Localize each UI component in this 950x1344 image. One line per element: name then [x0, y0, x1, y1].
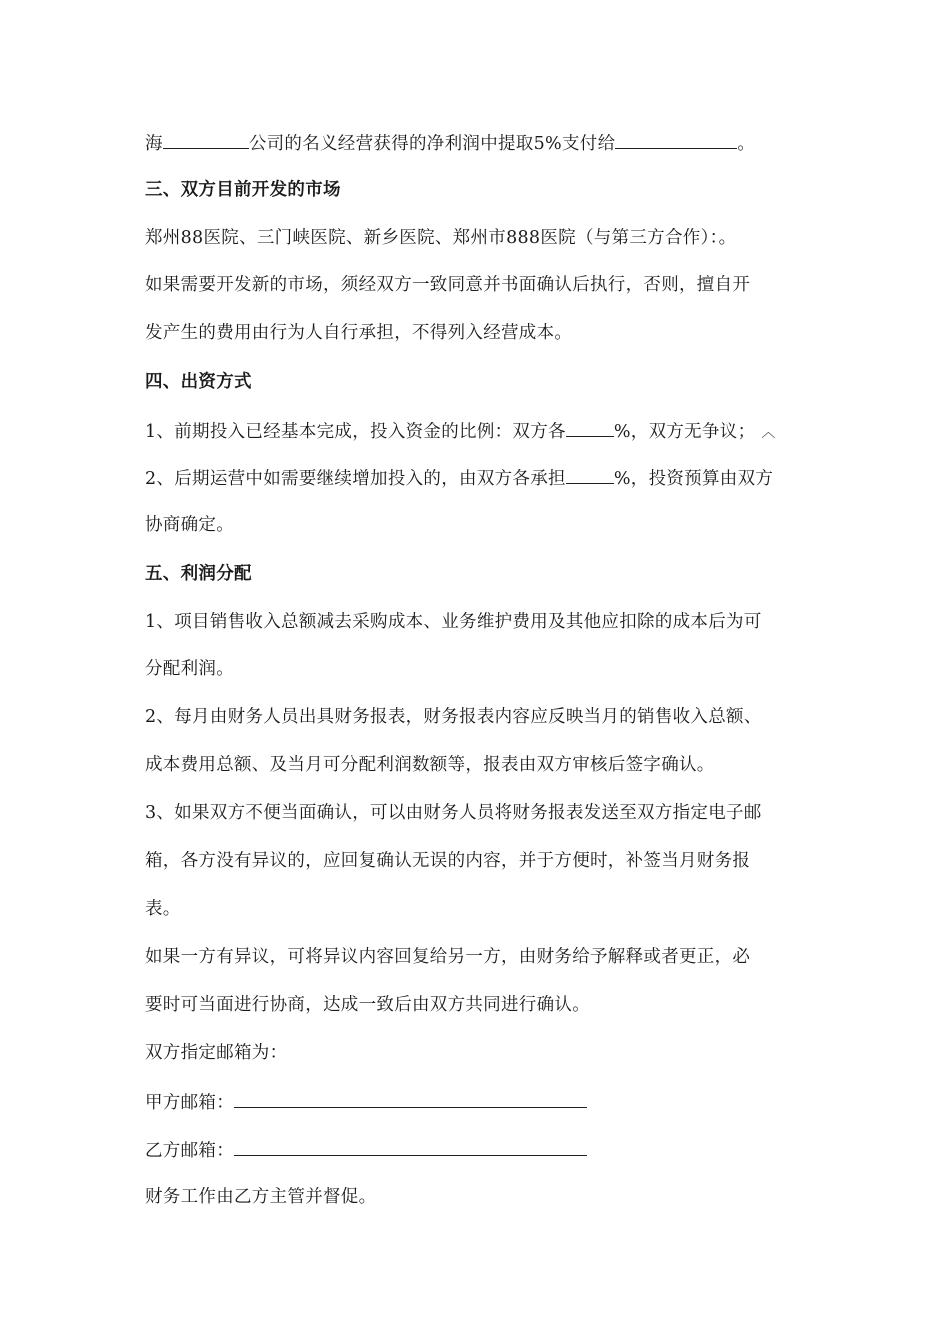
paragraph-additional-investment-line1 [145, 465, 773, 491]
paragraph-email-confirm-line1: 3、如果双方不便当面确认，可以由财务人员将财务报表发送至双方指定电子邮 [145, 803, 762, 823]
paragraph-new-markets-line1: 如果需要开发新的市场，须经双方一致同意并书面确认后执行，否则，擅自开 [145, 275, 751, 295]
party-b-email-row [145, 1137, 587, 1163]
paragraph-designated-email: 双方指定邮箱为： [145, 1043, 288, 1063]
text-fragment: 2、后期运营中如需要继续增加投入的，由双方各承担 [145, 469, 566, 489]
paragraph-objection-line1: 如果一方有异议，可将异议内容回复给另一方，由财务给予解释或者更正，必 [145, 947, 751, 967]
text-fragment: %，双方无争议； [613, 422, 756, 442]
blank-recipient-name [615, 130, 737, 149]
paragraph-profit-share-line [145, 130, 755, 156]
text-fragment: 公司的名义经营获得的净利润中提取5%支付给 [248, 134, 616, 154]
section-heading-markets: 三、双方目前开发的市场 [145, 180, 341, 200]
paragraph-monthly-report-line2: 成本费用总额、及当月可分配利润数额等，报表由双方审核后签字确认。 [145, 755, 715, 775]
text-fragment: 。 [737, 134, 756, 154]
paragraph-monthly-report-line1: 2、每月由财务人员出具财务报表，财务报表内容应反映当月的销售收入总额、 [145, 707, 762, 727]
text-fragment: 海 [145, 134, 163, 154]
paragraph-finance-supervision: 财务工作由乙方主管并督促。 [145, 1187, 377, 1207]
blank-party-b-email [234, 1137, 587, 1156]
blank-investment-percent [566, 418, 614, 437]
paragraph-new-markets-line2: 发产生的费用由行为人自行承担，不得列入经营成本。 [145, 323, 573, 343]
blank-additional-percent [566, 465, 614, 484]
paragraph-email-confirm-line3: 表。 [145, 899, 181, 919]
party-a-email-row [145, 1089, 587, 1115]
paragraph-email-confirm-line2: 箱，各方没有异议的，应回复确认无误的内容，并于方便时，补签当月财务报 [145, 851, 751, 871]
paragraph-objection-line2: 要时可当面进行协商，达成一致后由双方共同进行确认。 [145, 995, 590, 1015]
paragraph-additional-investment-line2: 协商确定。 [145, 515, 234, 535]
section-heading-investment: 四、出资方式 [145, 372, 252, 392]
blank-company-name [163, 130, 249, 149]
paragraph-profit-definition-line2: 分配利润。 [145, 659, 234, 679]
party-b-email-label: 乙方邮箱： [145, 1141, 234, 1161]
paragraph-profit-definition-line1: 1、项目销售收入总额减去采购成本、业务维护费用及其他应扣除的成本后为可 [145, 612, 762, 632]
blank-party-a-email [234, 1089, 587, 1108]
text-fragment: %，投资预算由双方 [613, 469, 774, 489]
caret-mark-icon: ︿ [761, 425, 776, 441]
paragraph-investment-ratio [145, 418, 776, 445]
text-fragment: 1、前期投入已经基本完成，投入资金的比例：双方各 [145, 422, 566, 442]
section-heading-profit-distribution: 五、利润分配 [145, 564, 252, 584]
party-a-email-label: 甲方邮箱： [145, 1093, 234, 1113]
paragraph-markets-list: 郑州88医院、三门峡医院、新乡医院、郑州市888医院（与第三方合作）：。 [145, 228, 737, 248]
